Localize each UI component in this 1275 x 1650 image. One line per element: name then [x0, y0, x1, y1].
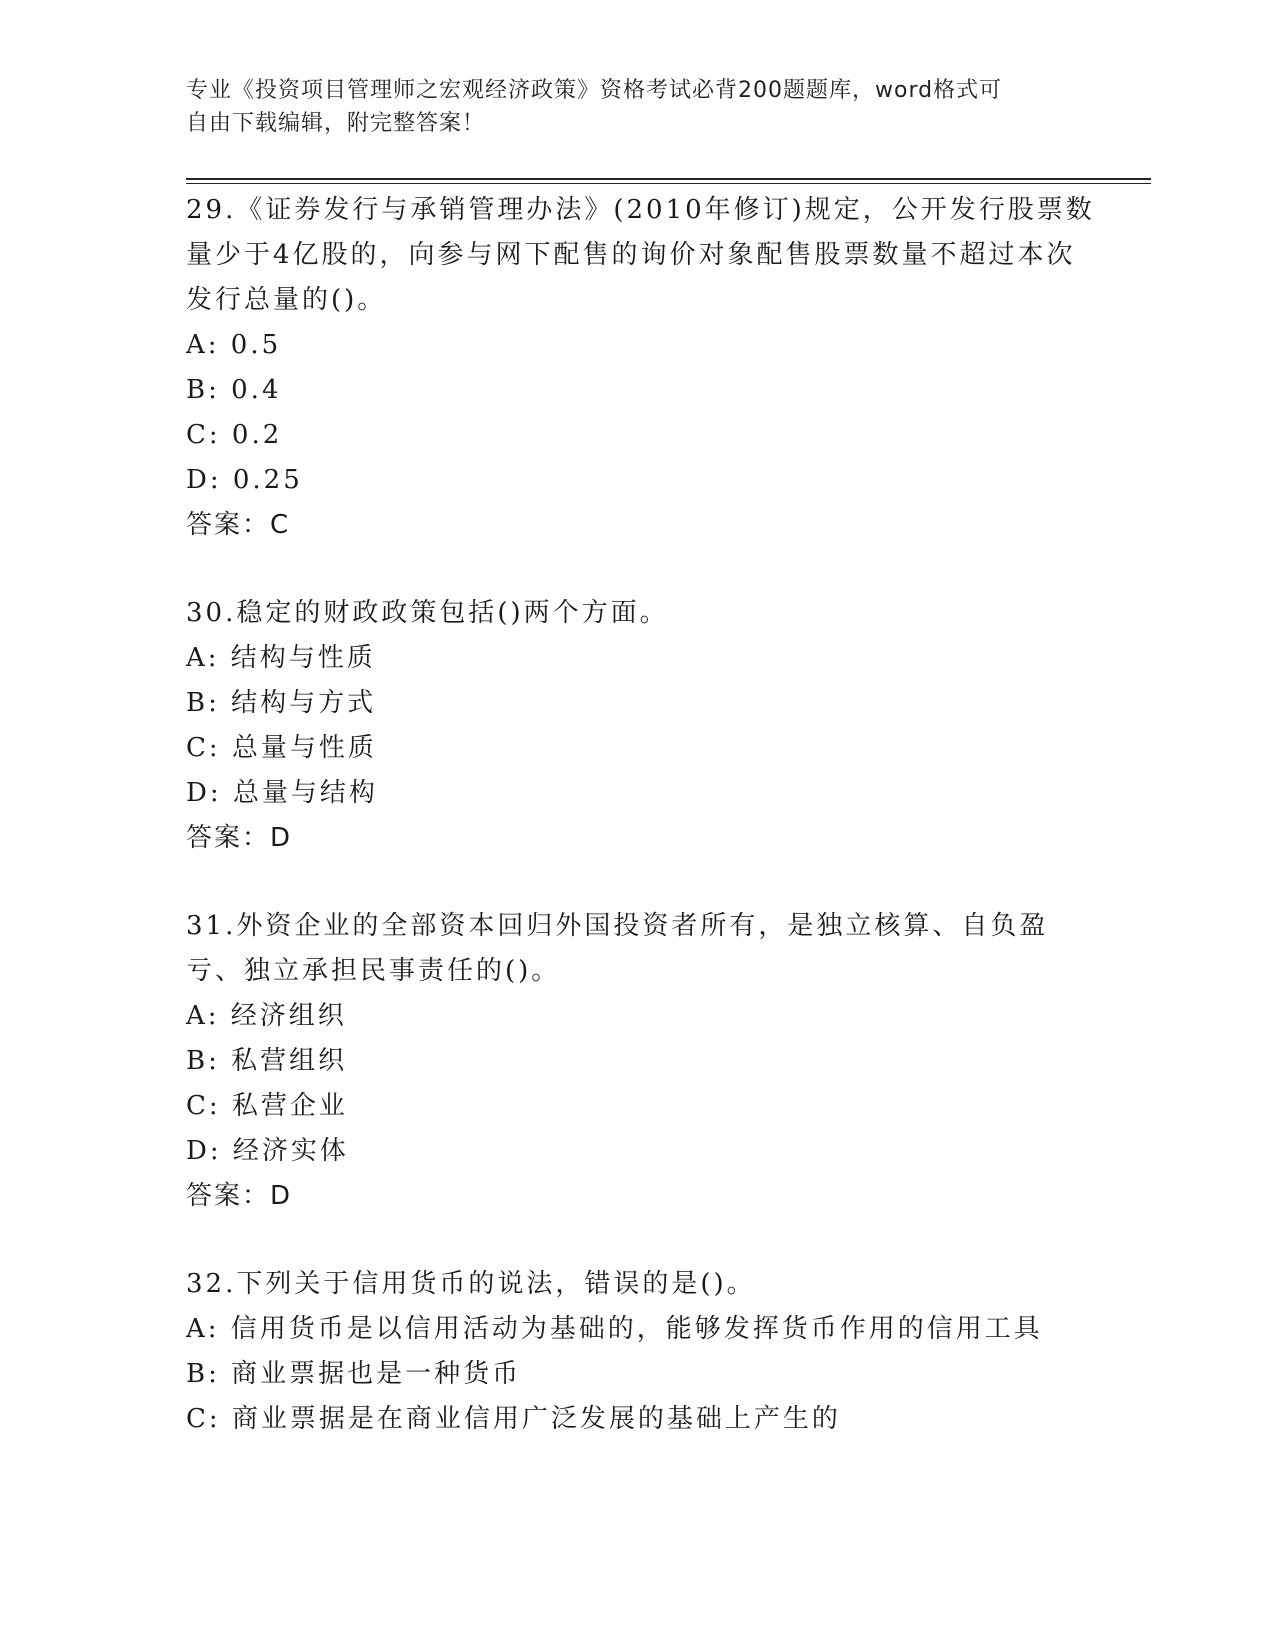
- option-list: [186, 323, 1096, 503]
- document-header: [186, 74, 1086, 140]
- question-32: [186, 1262, 1096, 1442]
- option-a: A: 0.5: [186, 330, 282, 360]
- question-text: 32.下列关于信用货币的说法，错误的是()。: [186, 1269, 756, 1299]
- option-c: C: 私营企业: [186, 1091, 348, 1121]
- header-divider-thick: [186, 178, 1151, 180]
- question-list: [186, 188, 1096, 1442]
- option-c: C: 总量与性质: [186, 733, 377, 763]
- option-a: A: 结构与性质: [186, 643, 376, 673]
- option-c: C: 商业票据是在商业信用广泛发展的基础上产生的: [186, 1404, 841, 1434]
- option-list: [186, 1307, 1096, 1442]
- option-list: [186, 636, 1096, 816]
- option-b: B: 0.4: [186, 375, 282, 405]
- answer-line: 答案：D: [186, 1181, 293, 1211]
- header-line-2: 自由下载编辑，附完整答案！: [186, 111, 486, 136]
- question-text: 31.外资企业的全部资本回归外国投资者所有，是独立核算、自负盈亏、独立承担民事责任的()。: [186, 911, 1049, 986]
- question-30: [186, 591, 1096, 861]
- option-c: C: 0.2: [186, 420, 283, 450]
- option-b: B: 结构与方式: [186, 688, 377, 718]
- option-d: D: 总量与结构: [186, 778, 378, 808]
- question-text: 30.稳定的财政政策包括()两个方面。: [186, 598, 669, 628]
- option-b: B: 私营组织: [186, 1046, 348, 1076]
- option-b: B: 商业票据也是一种货币: [186, 1359, 522, 1389]
- header-line-1: 专业《投资项目管理师之宏观经济政策》资格考试必背200题题库，word格式可: [186, 78, 1003, 103]
- option-list: [186, 994, 1096, 1174]
- answer-line: 答案：D: [186, 823, 293, 853]
- answer-line: 答案：C: [186, 510, 291, 540]
- option-a: A: 信用货币是以信用活动为基础的，能够发挥货币作用的信用工具: [186, 1314, 1043, 1344]
- option-d: D: 0.25: [186, 465, 303, 495]
- option-a: A: 经济组织: [186, 1001, 347, 1031]
- question-text: 29.《证券发行与承销管理办法》(2010年修订)规定，公开发行股票数量少于4亿股的，向参与网下配售的询价对象配售股票数量不超过本次发行总量的()。: [186, 195, 1095, 315]
- question-29: [186, 188, 1096, 548]
- question-31: [186, 904, 1096, 1219]
- option-d: D: 经济实体: [186, 1136, 349, 1166]
- header-divider-thin: [186, 183, 1151, 184]
